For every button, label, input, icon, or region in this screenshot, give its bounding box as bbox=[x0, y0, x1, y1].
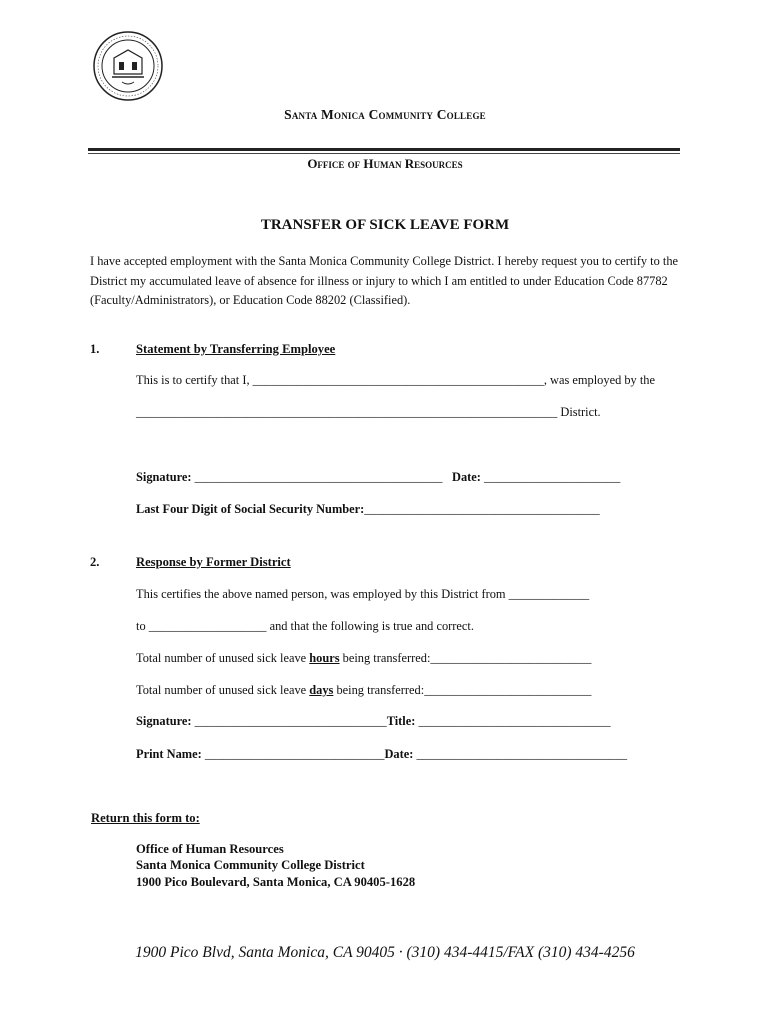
employee-name-field[interactable]: _______________________________________________ bbox=[252, 373, 544, 387]
to-suffix: and that the following is true and correct. bbox=[266, 619, 474, 633]
print-name-line bbox=[136, 747, 627, 762]
header-rule-thin bbox=[88, 153, 680, 154]
employee-signature-line bbox=[136, 470, 442, 485]
section-1-heading: Statement by Transferring Employee bbox=[136, 342, 336, 356]
certifies-line bbox=[136, 587, 589, 602]
hours-line bbox=[136, 651, 591, 666]
form-title: TRANSFER OF SICK LEAVE FORM bbox=[260, 217, 510, 233]
header-rule-thick bbox=[88, 148, 680, 151]
signature-label: Signature: bbox=[136, 470, 192, 484]
college-seal-logo bbox=[92, 30, 164, 102]
days-suffix: being transferred: bbox=[333, 683, 425, 697]
certifies-text: This certifies the above named person, was employed by this District from bbox=[136, 587, 509, 601]
title-label: Title: bbox=[386, 714, 416, 728]
days-field[interactable]: ___________________________ bbox=[424, 683, 592, 697]
former-district-field[interactable]: ____________________________________________________________________ bbox=[136, 405, 558, 419]
certify-prefix: This is to certify that I, bbox=[136, 373, 253, 387]
footer-address: 1900 Pico Blvd, Santa Monica, CA 90405 · (310) 434-4415/FAX (310) 434-4256 bbox=[135, 944, 635, 961]
days-line bbox=[136, 683, 591, 698]
college-name: Santa Monica Community College bbox=[284, 107, 486, 122]
hours-word: hours bbox=[309, 651, 340, 665]
title-field[interactable]: _______________________________ bbox=[415, 714, 611, 728]
employee-date-field[interactable]: ______________________ bbox=[480, 470, 621, 484]
to-label: to bbox=[136, 619, 149, 633]
district-line bbox=[136, 405, 601, 420]
certify-line bbox=[136, 373, 655, 388]
return-office: Office of Human Resources bbox=[136, 842, 284, 856]
hours-field[interactable]: __________________________ bbox=[430, 651, 592, 665]
office-name: Office of Human Resources bbox=[307, 156, 463, 171]
print-name-field[interactable]: _____________________________ bbox=[201, 747, 385, 761]
date-label: Date: bbox=[384, 747, 414, 761]
days-prefix: Total number of unused sick leave bbox=[136, 683, 310, 697]
district-signature-field[interactable]: _______________________________ bbox=[191, 714, 387, 728]
ssn-field[interactable]: ______________________________________ bbox=[364, 502, 600, 516]
ssn-label: Last Four Digit of Social Security Number: bbox=[136, 502, 365, 516]
district-signature-line bbox=[136, 714, 611, 729]
hours-suffix: being transferred: bbox=[339, 651, 431, 665]
return-district: Santa Monica Community College District bbox=[136, 858, 365, 872]
to-line bbox=[136, 619, 474, 634]
hours-prefix: Total number of unused sick leave bbox=[136, 651, 310, 665]
return-street: 1900 Pico Boulevard, Santa Monica, CA 90405-1628 bbox=[136, 875, 416, 889]
district-date-field[interactable]: __________________________________ bbox=[413, 747, 628, 761]
employed-from-field[interactable]: _____________ bbox=[508, 587, 590, 601]
employee-date-line bbox=[452, 470, 620, 485]
signature-label: Signature: bbox=[136, 714, 192, 728]
ssn-line bbox=[136, 502, 600, 517]
section-2-heading: Response by Former District bbox=[136, 555, 291, 569]
return-label: Return this form to: bbox=[91, 811, 200, 825]
intro-paragraph: I have accepted employment with the Santa Monica Community College District. I hereby request you to certify to the District my accumulated leave of absence for illness or injury to which I am entitled to under Education Code 87782 (Faculty/Administrators), or Education Code 88202 (Classified). bbox=[90, 254, 679, 307]
employee-signature-field[interactable]: ________________________________________ bbox=[191, 470, 443, 484]
certify-suffix: , was employed by the bbox=[543, 373, 655, 387]
date-label: Date: bbox=[452, 470, 481, 484]
print-name-label: Print Name: bbox=[136, 747, 202, 761]
section-1-number: 1. bbox=[90, 342, 100, 356]
district-suffix: District. bbox=[557, 405, 601, 419]
section-2-number: 2. bbox=[90, 555, 100, 569]
days-word: days bbox=[309, 683, 334, 697]
employed-to-field[interactable]: ___________________ bbox=[148, 619, 267, 633]
